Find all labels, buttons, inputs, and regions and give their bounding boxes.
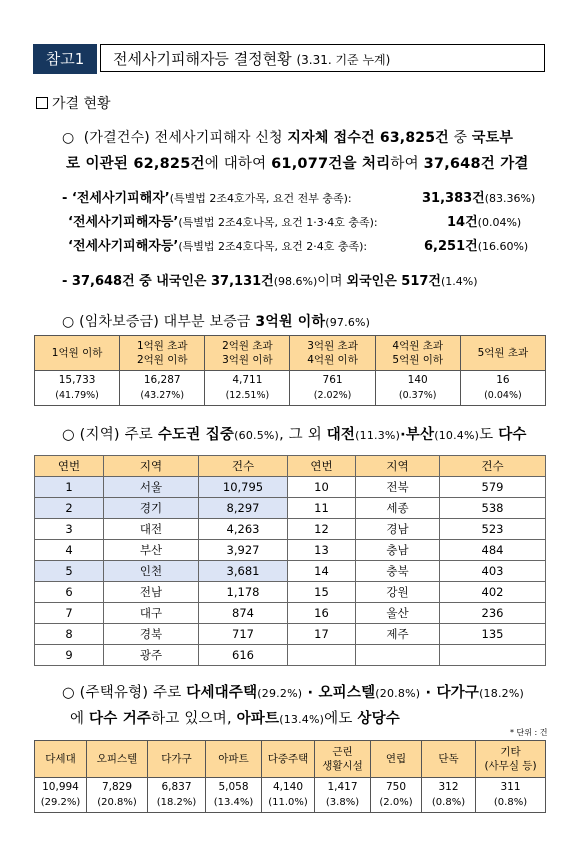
cell: 3,681 xyxy=(199,561,288,582)
value-cell xyxy=(87,778,148,813)
text-bold: 부산 xyxy=(405,427,435,443)
text-bold: 37,131건 xyxy=(211,274,274,289)
cell: 874 xyxy=(199,603,288,624)
value: 6,251건 xyxy=(424,239,478,254)
col-header xyxy=(35,741,87,778)
col-header xyxy=(460,336,545,371)
header-line1: 아파트 xyxy=(218,753,249,765)
table-row xyxy=(35,645,546,666)
label: ‘전세사기피해자등’ xyxy=(68,215,179,230)
count: 4,140 xyxy=(272,781,304,793)
pct: (83.36%) xyxy=(484,192,536,205)
text-bold: 3억원 이하 xyxy=(255,314,326,330)
cell: 6 xyxy=(35,582,104,603)
cell: 대구 xyxy=(104,603,199,624)
cell xyxy=(288,645,356,666)
col-header: 건수 xyxy=(199,456,288,477)
cell: 236 xyxy=(440,603,546,624)
count: 15,733 xyxy=(58,374,96,386)
table-row xyxy=(35,778,546,813)
cell: 14 xyxy=(288,561,356,582)
text-bold: 지자체 접수건 63,825건 xyxy=(287,130,449,146)
table-row xyxy=(35,371,546,406)
cell: 부산 xyxy=(104,540,199,561)
header-line2: 4억원 이하 xyxy=(307,354,358,366)
header-line1: 기타 xyxy=(500,746,521,758)
value: 31,383건 xyxy=(422,191,485,206)
text-bold: 다세대주택 xyxy=(186,685,258,701)
victim-type-c-value xyxy=(424,235,528,254)
region-table xyxy=(34,455,546,666)
cell: 616 xyxy=(199,645,288,666)
table-row xyxy=(35,498,546,519)
para-housing-line1 xyxy=(62,681,524,702)
text-bold: 외국인은 517건 xyxy=(346,274,441,289)
victim-type-c xyxy=(68,235,367,254)
col-header xyxy=(315,741,371,778)
header-line1: 다세대 xyxy=(45,753,76,765)
text-bold: · xyxy=(420,685,437,701)
cell: 4 xyxy=(35,540,104,561)
pct: (20.8%) xyxy=(97,797,137,808)
header-line1: 3억원 초과 xyxy=(307,340,358,352)
value-cell xyxy=(375,371,460,406)
text: (가결건수) 전세사기피해자 신청 xyxy=(83,130,288,146)
value-cell xyxy=(476,778,546,813)
col-header xyxy=(476,741,546,778)
text-bold: - 37,648건 중 내국인은 xyxy=(62,274,212,289)
text: ○ (임차보증금) 대부분 보증금 xyxy=(62,314,256,330)
col-header: 지역 xyxy=(104,456,199,477)
pct: (0.8%) xyxy=(493,797,528,808)
text-bold: 다가구 xyxy=(436,685,480,701)
deposit-table xyxy=(34,335,546,406)
pct: (97.6%) xyxy=(325,316,371,329)
pct: (11.0%) xyxy=(268,797,308,808)
header-line2: 5억원 이하 xyxy=(392,354,443,366)
header-line1: 다가구 xyxy=(161,753,192,765)
cell: 4,263 xyxy=(199,519,288,540)
cell: 3,927 xyxy=(199,540,288,561)
table-row xyxy=(35,561,546,582)
pct: (16.60%) xyxy=(477,240,529,253)
header-line1: 다중주택 xyxy=(267,753,309,765)
pct: (10.4%) xyxy=(434,429,480,442)
text-bold: 다수 xyxy=(498,427,527,443)
housing-table xyxy=(34,740,546,813)
page-title-sub: (3.31. 기준 누계) xyxy=(296,53,391,67)
cell: 3 xyxy=(35,519,104,540)
cell: 484 xyxy=(440,540,546,561)
pct: (3.8%) xyxy=(325,797,360,808)
cell: 9 xyxy=(35,645,104,666)
pct: (0.8%) xyxy=(431,797,466,808)
header-line1: 4억원 초과 xyxy=(392,340,443,352)
cell xyxy=(440,645,546,666)
pct: (0.04%) xyxy=(484,390,522,401)
text-bold: 수도권 집중 xyxy=(157,427,235,443)
cell: 15 xyxy=(288,582,356,603)
text-bold: 37,648건 가결 xyxy=(423,156,529,172)
count: 311 xyxy=(500,781,521,793)
text-bold: 오피스텔 xyxy=(318,685,376,701)
cell: 5 xyxy=(35,561,104,582)
checkbox-square-icon xyxy=(36,97,48,109)
para-region xyxy=(62,423,527,444)
label: ‘전세사기피해자등’ xyxy=(68,239,179,254)
cell: 경남 xyxy=(356,519,440,540)
cell: 경북 xyxy=(104,624,199,645)
cell: 충북 xyxy=(356,561,440,582)
bullet: ○ xyxy=(62,130,75,146)
text-bold: 다수 거주 xyxy=(89,711,152,727)
pct: (41.79%) xyxy=(55,390,99,401)
pct: (18.2%) xyxy=(156,797,197,808)
col-header xyxy=(206,741,262,778)
count: 16,287 xyxy=(143,374,181,386)
reference-tag: 참고1 xyxy=(33,44,97,74)
cell: 대전 xyxy=(104,519,199,540)
victim-type-b-value xyxy=(447,211,521,230)
para-housing-line2 xyxy=(70,707,400,728)
note: (특별법 2조4호다목, 요건 2·4호 충족): xyxy=(178,240,368,253)
col-header xyxy=(205,336,290,371)
unit-note: * 단위 : 건 xyxy=(510,728,548,737)
count: 7,829 xyxy=(101,781,133,793)
text: 도 xyxy=(479,427,499,443)
header-line1: 오피스텔 xyxy=(96,753,138,765)
text-bold: 국토부 xyxy=(471,130,514,146)
para-approval-line2 xyxy=(66,152,529,173)
cell: 13 xyxy=(288,540,356,561)
text: , 그 외 xyxy=(279,427,327,443)
pct: (2.0%) xyxy=(379,797,413,808)
value-cell xyxy=(205,371,290,406)
value-cell xyxy=(460,371,545,406)
para-approval-line1 xyxy=(62,127,513,147)
count: 1,417 xyxy=(327,781,358,793)
value-cell xyxy=(422,778,476,813)
value-cell xyxy=(35,778,87,813)
cell: 17 xyxy=(288,624,356,645)
header-line1: 5억원 초과 xyxy=(477,347,529,359)
table-row xyxy=(35,519,546,540)
text: ○ (주택유형) 주로 xyxy=(62,685,187,701)
text: 하여 xyxy=(390,156,424,172)
value-cell xyxy=(290,371,375,406)
col-header: 연번 xyxy=(288,456,356,477)
table-row xyxy=(35,540,546,561)
para-deposit xyxy=(62,311,370,331)
col-header: 건수 xyxy=(440,456,546,477)
note: (특별법 2조4호가목, 요건 전부 충족): xyxy=(169,192,352,205)
col-header: 연번 xyxy=(35,456,104,477)
table-row xyxy=(35,477,546,498)
value-cell xyxy=(262,778,315,813)
pct: (0.04%) xyxy=(477,216,522,229)
note: (특별법 2조4호나목, 요건 1·3·4호 충족): xyxy=(178,216,378,229)
cell: 16 xyxy=(288,603,356,624)
col-header xyxy=(262,741,315,778)
cell: 1,178 xyxy=(199,582,288,603)
col-header xyxy=(35,336,120,371)
pct: (13.4%) xyxy=(279,713,325,726)
cell: 579 xyxy=(440,477,546,498)
text: 에 xyxy=(70,711,90,727)
count: 312 xyxy=(438,781,459,793)
cell: 1 xyxy=(35,477,104,498)
cell: 광주 xyxy=(104,645,199,666)
pct: (13.4%) xyxy=(213,797,254,808)
value-cell xyxy=(120,371,205,406)
cell: 10 xyxy=(288,477,356,498)
section-heading-text: 가결 현황 xyxy=(52,96,111,112)
cell: 403 xyxy=(440,561,546,582)
cell: 8,297 xyxy=(199,498,288,519)
cell: 제주 xyxy=(356,624,440,645)
col-header xyxy=(371,741,422,778)
cell: 충남 xyxy=(356,540,440,561)
cell: 7 xyxy=(35,603,104,624)
section-heading xyxy=(36,93,111,113)
count: 6,837 xyxy=(161,781,192,793)
text-bold: · xyxy=(302,685,319,701)
cell: 717 xyxy=(199,624,288,645)
value-cell xyxy=(206,778,262,813)
text: 에도 xyxy=(324,711,358,727)
pct: (29.2%) xyxy=(257,687,303,700)
text-bold: 상당수 xyxy=(357,711,400,727)
text: 하고 있으며, xyxy=(151,711,237,727)
text-bold: 로 이관된 62,825건 xyxy=(66,156,205,172)
pct: (98.6%) xyxy=(273,275,318,288)
cell: 인천 xyxy=(104,561,199,582)
header-line2: (사무실 등) xyxy=(484,760,537,772)
pct: (43.27%) xyxy=(140,390,185,401)
cell: 세종 xyxy=(356,498,440,519)
cell: 135 xyxy=(440,624,546,645)
header-line1: 연립 xyxy=(385,753,407,765)
header-line1: 단독 xyxy=(438,753,459,765)
table-row xyxy=(35,603,546,624)
text: 중 xyxy=(448,130,472,146)
header-line1: 근린 xyxy=(332,746,353,758)
cell: 12 xyxy=(288,519,356,540)
pct: (2.02%) xyxy=(313,390,352,401)
victim-type-a xyxy=(62,187,352,206)
nationality-line xyxy=(62,270,478,289)
table-row xyxy=(35,624,546,645)
table-row xyxy=(35,582,546,603)
cell: 서울 xyxy=(104,477,199,498)
value: 14건 xyxy=(447,215,478,230)
pct: (0.37%) xyxy=(398,390,437,401)
header-line1: 2억원 초과 xyxy=(222,340,273,352)
cell: 강원 xyxy=(356,582,440,603)
pct: (12.51%) xyxy=(225,390,270,401)
text: ○ (지역) 주로 xyxy=(62,427,158,443)
text: 에 대하여 xyxy=(204,156,272,172)
pct: (1.4%) xyxy=(440,275,478,288)
value-cell xyxy=(148,778,206,813)
pct: (60.5%) xyxy=(234,429,280,442)
page-title xyxy=(100,44,545,72)
label: - ‘전세사기피해자’ xyxy=(62,191,170,206)
cell: 8 xyxy=(35,624,104,645)
page-title-text: 전세사기피해자등 결정현황 xyxy=(113,50,292,68)
value-cell xyxy=(315,778,371,813)
text-bold: 대전 xyxy=(326,427,356,443)
victim-type-b xyxy=(68,211,378,230)
table-header-row xyxy=(35,741,546,778)
col-header xyxy=(148,741,206,778)
cell: 울산 xyxy=(356,603,440,624)
text-bold: 61,077건을 처리 xyxy=(271,156,391,172)
cell: 2 xyxy=(35,498,104,519)
col-header xyxy=(290,336,375,371)
col-header xyxy=(120,336,205,371)
value-cell xyxy=(371,778,422,813)
col-header: 지역 xyxy=(356,456,440,477)
table-header-row xyxy=(35,456,546,477)
pct: (18.2%) xyxy=(479,687,524,700)
count: 140 xyxy=(407,374,428,386)
col-header xyxy=(375,336,460,371)
cell xyxy=(356,645,440,666)
table-header-row xyxy=(35,336,546,371)
col-header xyxy=(422,741,476,778)
count: 4,711 xyxy=(232,374,263,386)
cell: 523 xyxy=(440,519,546,540)
cell: 11 xyxy=(288,498,356,519)
text: 이며 xyxy=(317,274,347,289)
cell: 전북 xyxy=(356,477,440,498)
pct: (20.8%) xyxy=(375,687,421,700)
cell: 전남 xyxy=(104,582,199,603)
pct: (29.2%) xyxy=(40,797,81,808)
count: 16 xyxy=(496,374,510,386)
value-cell xyxy=(35,371,120,406)
count: 10,994 xyxy=(42,781,79,793)
cell: 10,795 xyxy=(199,477,288,498)
count: 750 xyxy=(385,781,407,793)
header-line2: 3억원 이하 xyxy=(222,354,273,366)
cell: 경기 xyxy=(104,498,199,519)
pct: (11.3%) xyxy=(355,429,401,442)
cell: 402 xyxy=(440,582,546,603)
cell: 538 xyxy=(440,498,546,519)
count: 761 xyxy=(322,374,343,386)
col-header xyxy=(87,741,148,778)
victim-type-a-value xyxy=(422,187,535,206)
header-line1: 1억원 이하 xyxy=(51,347,103,359)
header-line2: 생활시설 xyxy=(322,760,363,772)
header-line1: 1억원 초과 xyxy=(136,340,188,352)
text-bold: 아파트 xyxy=(236,711,280,727)
text-bold: · xyxy=(400,427,406,443)
header-line2: 2억원 이하 xyxy=(136,354,188,366)
count: 5,058 xyxy=(218,781,249,793)
